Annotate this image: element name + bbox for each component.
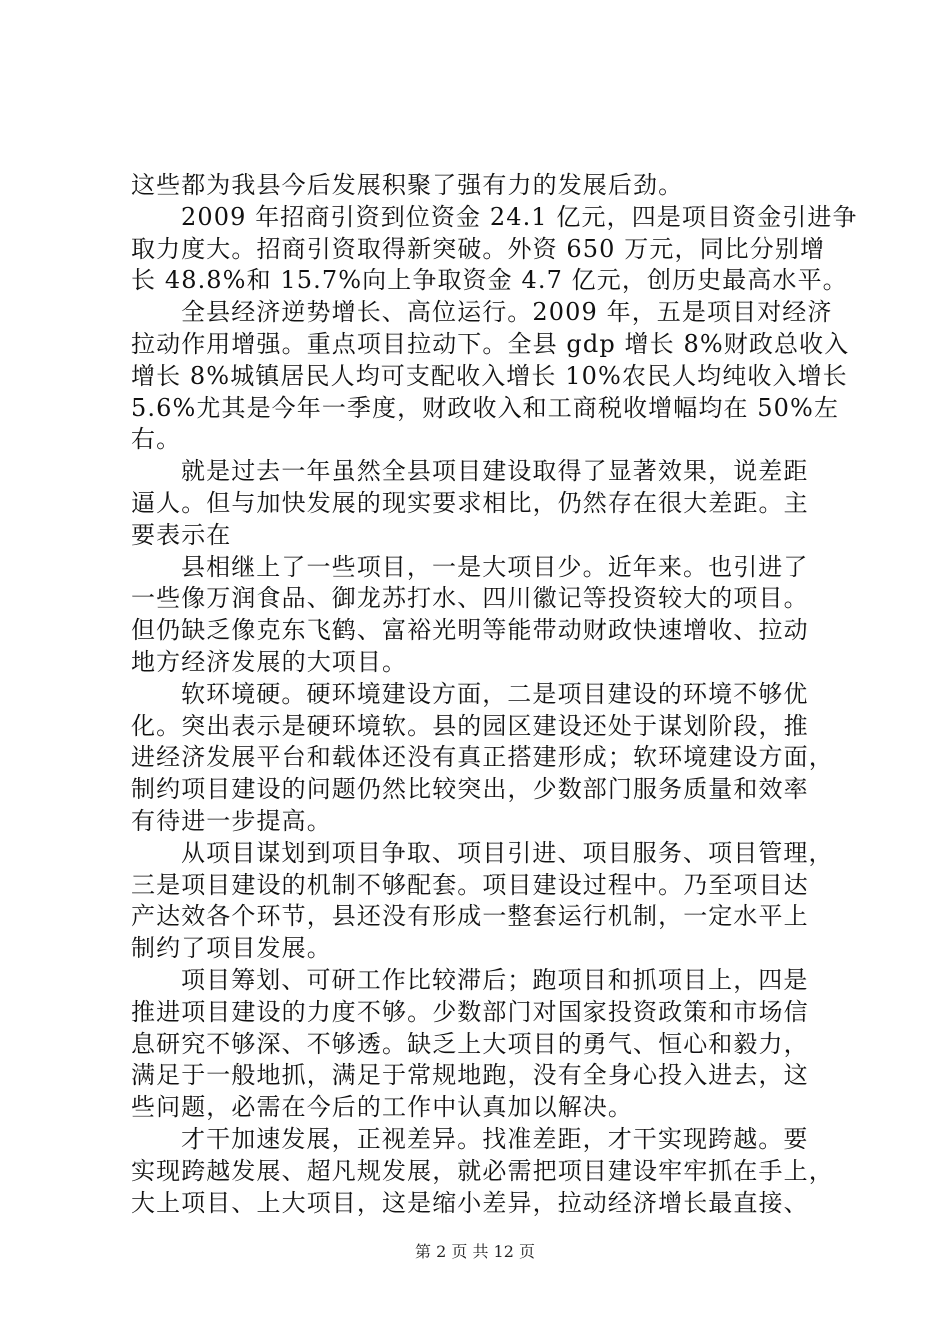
text-line: 增长 8%城镇居民人均可支配收入增长 10%农民人均纯收入增长 [131, 361, 848, 390]
text-line: 息研究不够深、不够透。缺乏上大项目的勇气、恒心和毅力， [131, 1029, 809, 1058]
text-line: 实现跨越发展、超凡规发展，就必需把项目建设牢牢抓在手上， [131, 1156, 834, 1185]
text-line: 5.6%尤其是今年一季度，财政收入和工商税收增幅均在 50%左 [131, 393, 840, 422]
text-line: 制约了项目发展。 [131, 934, 332, 963]
text-line: 右。 [131, 425, 182, 454]
text-line: 产达效各个环节，县还没有形成一整套运行机制，一定水平上 [131, 902, 809, 931]
page-footer: 第 2 页 共 12 页 [415, 1242, 535, 1261]
text-line: 化。突出表示是硬环境软。县的园区建设还处于谋划阶段，推 [131, 711, 809, 740]
text-line: 逼人。但与加快发展的现实要求相比，仍然存在很大差距。主 [131, 488, 809, 517]
text-line: 软环境硬。硬环境建设方面，二是项目建设的环境不够优 [181, 679, 809, 708]
text-line: 满足于一般地抓，满足于常规地跑，没有全身心投入进去，这 [131, 1061, 809, 1090]
text-line: 推进项目建设的力度不够。少数部门对国家投资政策和市场信 [131, 997, 809, 1026]
text-line: 县相继上了一些项目，一是大项目少。近年来。也引进了 [181, 552, 809, 581]
text-line: 从项目谋划到项目争取、项目引进、项目服务、项目管理， [181, 838, 834, 867]
text-line: 制约项目建设的问题仍然比较突出，少数部门服务质量和效率 [131, 775, 809, 804]
text-line: 有待进一步提高。 [131, 806, 332, 835]
text-line: 拉动作用增强。重点项目拉动下。全县 gdp 增长 8%财政总收入 [131, 329, 850, 358]
text-line: 但仍缺乏像克东飞鹤、富裕光明等能带动财政快速增收、拉动 [131, 616, 809, 645]
text-line: 就是过去一年虽然全县项目建设取得了显著效果，说差距 [181, 457, 809, 486]
text-line: 进经济发展平台和载体还没有真正搭建形成；软环境建设方面， [131, 743, 834, 772]
text-line: 这些都为我县今后发展积聚了强有力的发展后劲。 [131, 171, 684, 199]
text-line: 一些像万润食品、御龙苏打水、四川徽记等投资较大的项目。 [131, 584, 809, 613]
text-line: 要表示在 [131, 520, 232, 549]
text-line: 项目筹划、可研工作比较滞后；跑项目和抓项目上，四是 [181, 965, 809, 994]
text-line: 全县经济逆势增长、高位运行。2009 年，五是项目对经济 [181, 298, 833, 327]
text-line: 长 48.8%和 15.7%向上争取资金 4.7 亿元，创历史最高水平。 [131, 266, 848, 295]
text-line: 大上项目、上大项目，这是缩小差异，拉动经济增长最直接、 [131, 1188, 809, 1217]
text-line: 些问题，必需在今后的工作中认真加以解决。 [131, 1093, 633, 1122]
text-line: 取力度大。招商引资取得新突破。外资 650 万元，同比分别增 [131, 234, 826, 263]
text-line: 地方经济发展的大项目。 [131, 647, 408, 676]
text-line: 三是项目建设的机制不够配套。项目建设过程中。乃至项目达 [131, 870, 809, 899]
text-line: 才干加速发展，正视差异。找准差距，才干实现跨越。要 [181, 1124, 809, 1153]
document-body [131, 170, 858, 1219]
text-line: 2009 年招商引资到位资金 24.1 亿元，四是项目资金引进争 [181, 202, 858, 231]
